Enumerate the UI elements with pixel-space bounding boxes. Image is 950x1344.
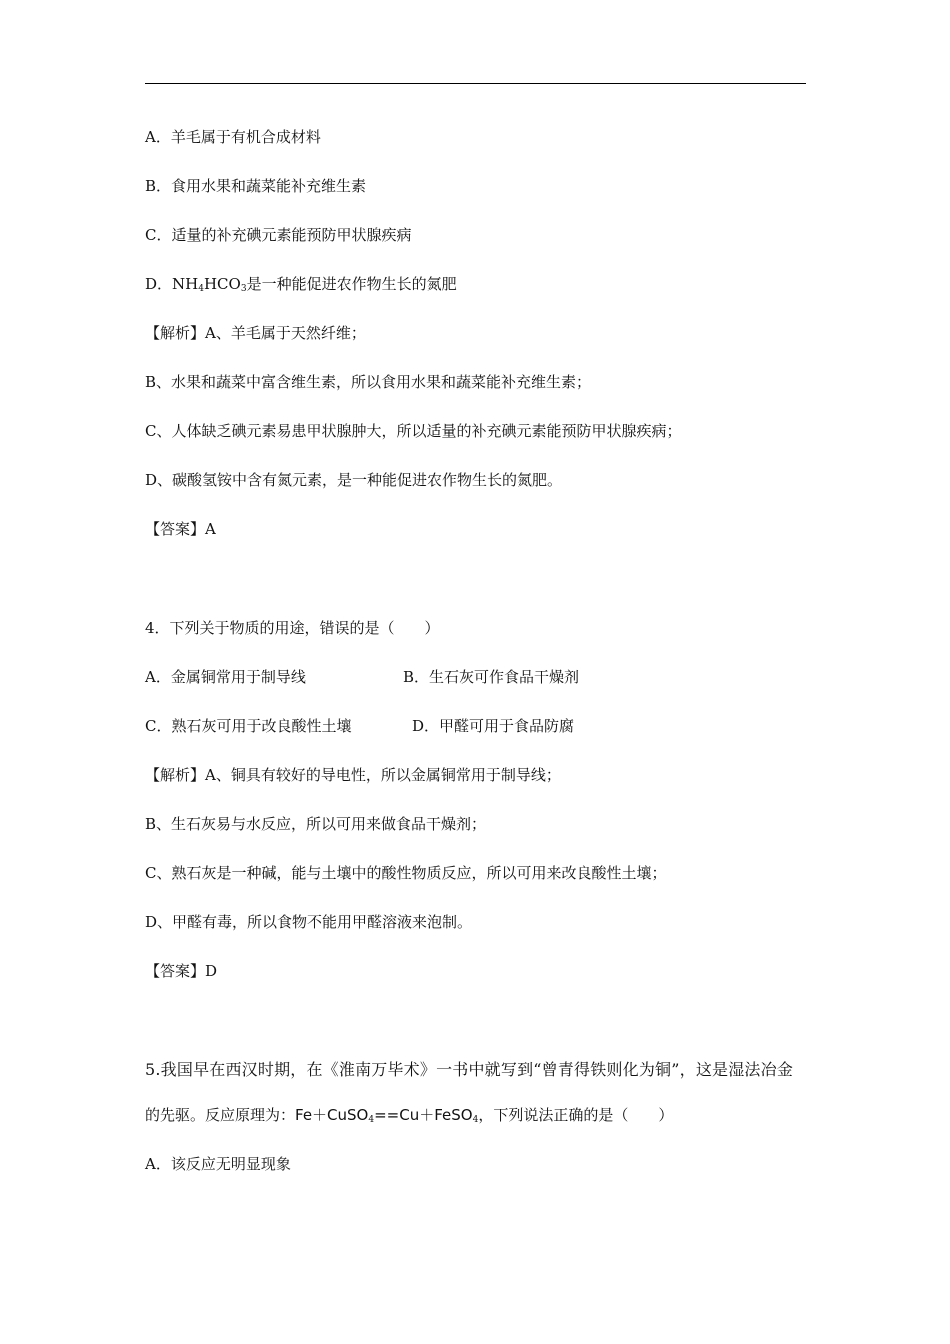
q3-option-d-sub2: 3 <box>240 284 247 294</box>
q3-option-c: C．适量的补充碘元素能预防甲状腺疾病 <box>145 226 412 244</box>
q4-option-d: D．甲醛可用于食品防腐 <box>412 717 575 735</box>
q3-option-b: B．食用水果和蔬菜能补充维生素 <box>145 177 367 195</box>
q4-option-a: A．金属铜常用于制导线 <box>145 668 306 686</box>
q4-option-b: B．生石灰可作食品干燥剂 <box>403 668 580 686</box>
q4-analysis-c: C、熟石灰是一种碱，能与土壤中的酸性物质反应，所以可用来改良酸性土壤； <box>145 864 667 882</box>
q5-equation-sub1: 4 <box>368 1115 375 1125</box>
q3-option-d-prefix: D．NH <box>145 275 199 293</box>
q4-analysis-d: D、甲醛有毒，所以食物不能用甲醛溶液来泡制。 <box>145 913 473 931</box>
q3-option-d <box>145 274 457 294</box>
q3-analysis-a: 【解析】A、羊毛属于天然纤维； <box>145 324 366 342</box>
q4-analysis-b: B、生石灰易与水反应，所以可用来做食品干燥剂； <box>145 815 487 833</box>
q5-equation-part-b: ==Cu＋FeSO <box>374 1106 473 1124</box>
q3-option-d-mid: HCO <box>203 275 241 293</box>
q5-stem-line2-b: ，下列说法正确的是（ ） <box>478 1106 674 1124</box>
q4-option-c: C．熟石灰可用于改良酸性土壤 <box>145 717 352 735</box>
q3-answer: 【答案】A <box>145 520 216 538</box>
q5-equation-sub2: 4 <box>472 1115 479 1125</box>
q4-stem: 4．下列关于物质的用途，错误的是（ ） <box>145 619 440 637</box>
q5-stem-line1: 5.我国早在西汉时期，在《淮南万毕术》一书中就写到“曾青得铁则化为铜”，这是湿法冶金 <box>145 1060 794 1079</box>
q3-option-d-sub1: 4 <box>198 284 204 294</box>
q3-analysis-d: D、碳酸氢铵中含有氮元素，是一种能促进农作物生长的氮肥。 <box>145 471 563 489</box>
q4-answer: 【答案】D <box>145 962 218 980</box>
q3-option-a: A．羊毛属于有机合成材料 <box>145 128 321 146</box>
q5-stem-line2 <box>145 1105 673 1125</box>
q3-analysis-c: C、人体缺乏碘元素易患甲状腺肿大，所以适量的补充碘元素能预防甲状腺疾病； <box>145 422 682 440</box>
header-rule <box>145 83 806 84</box>
q5-equation-part-a: Fe＋CuSO <box>295 1106 369 1124</box>
q3-option-d-suffix: 是一种能促进农作物生长的氮肥 <box>246 275 457 293</box>
q3-analysis-b: B、水果和蔬菜中富含维生素，所以食用水果和蔬菜能补充维生素； <box>145 373 592 391</box>
q4-analysis-a: 【解析】A、铜具有较好的导电性，所以金属铜常用于制导线； <box>145 766 561 784</box>
q5-stem-line2-a: 的先驱。反应原理为： <box>145 1106 296 1124</box>
q5-option-a: A．该反应无明显现象 <box>145 1155 291 1173</box>
